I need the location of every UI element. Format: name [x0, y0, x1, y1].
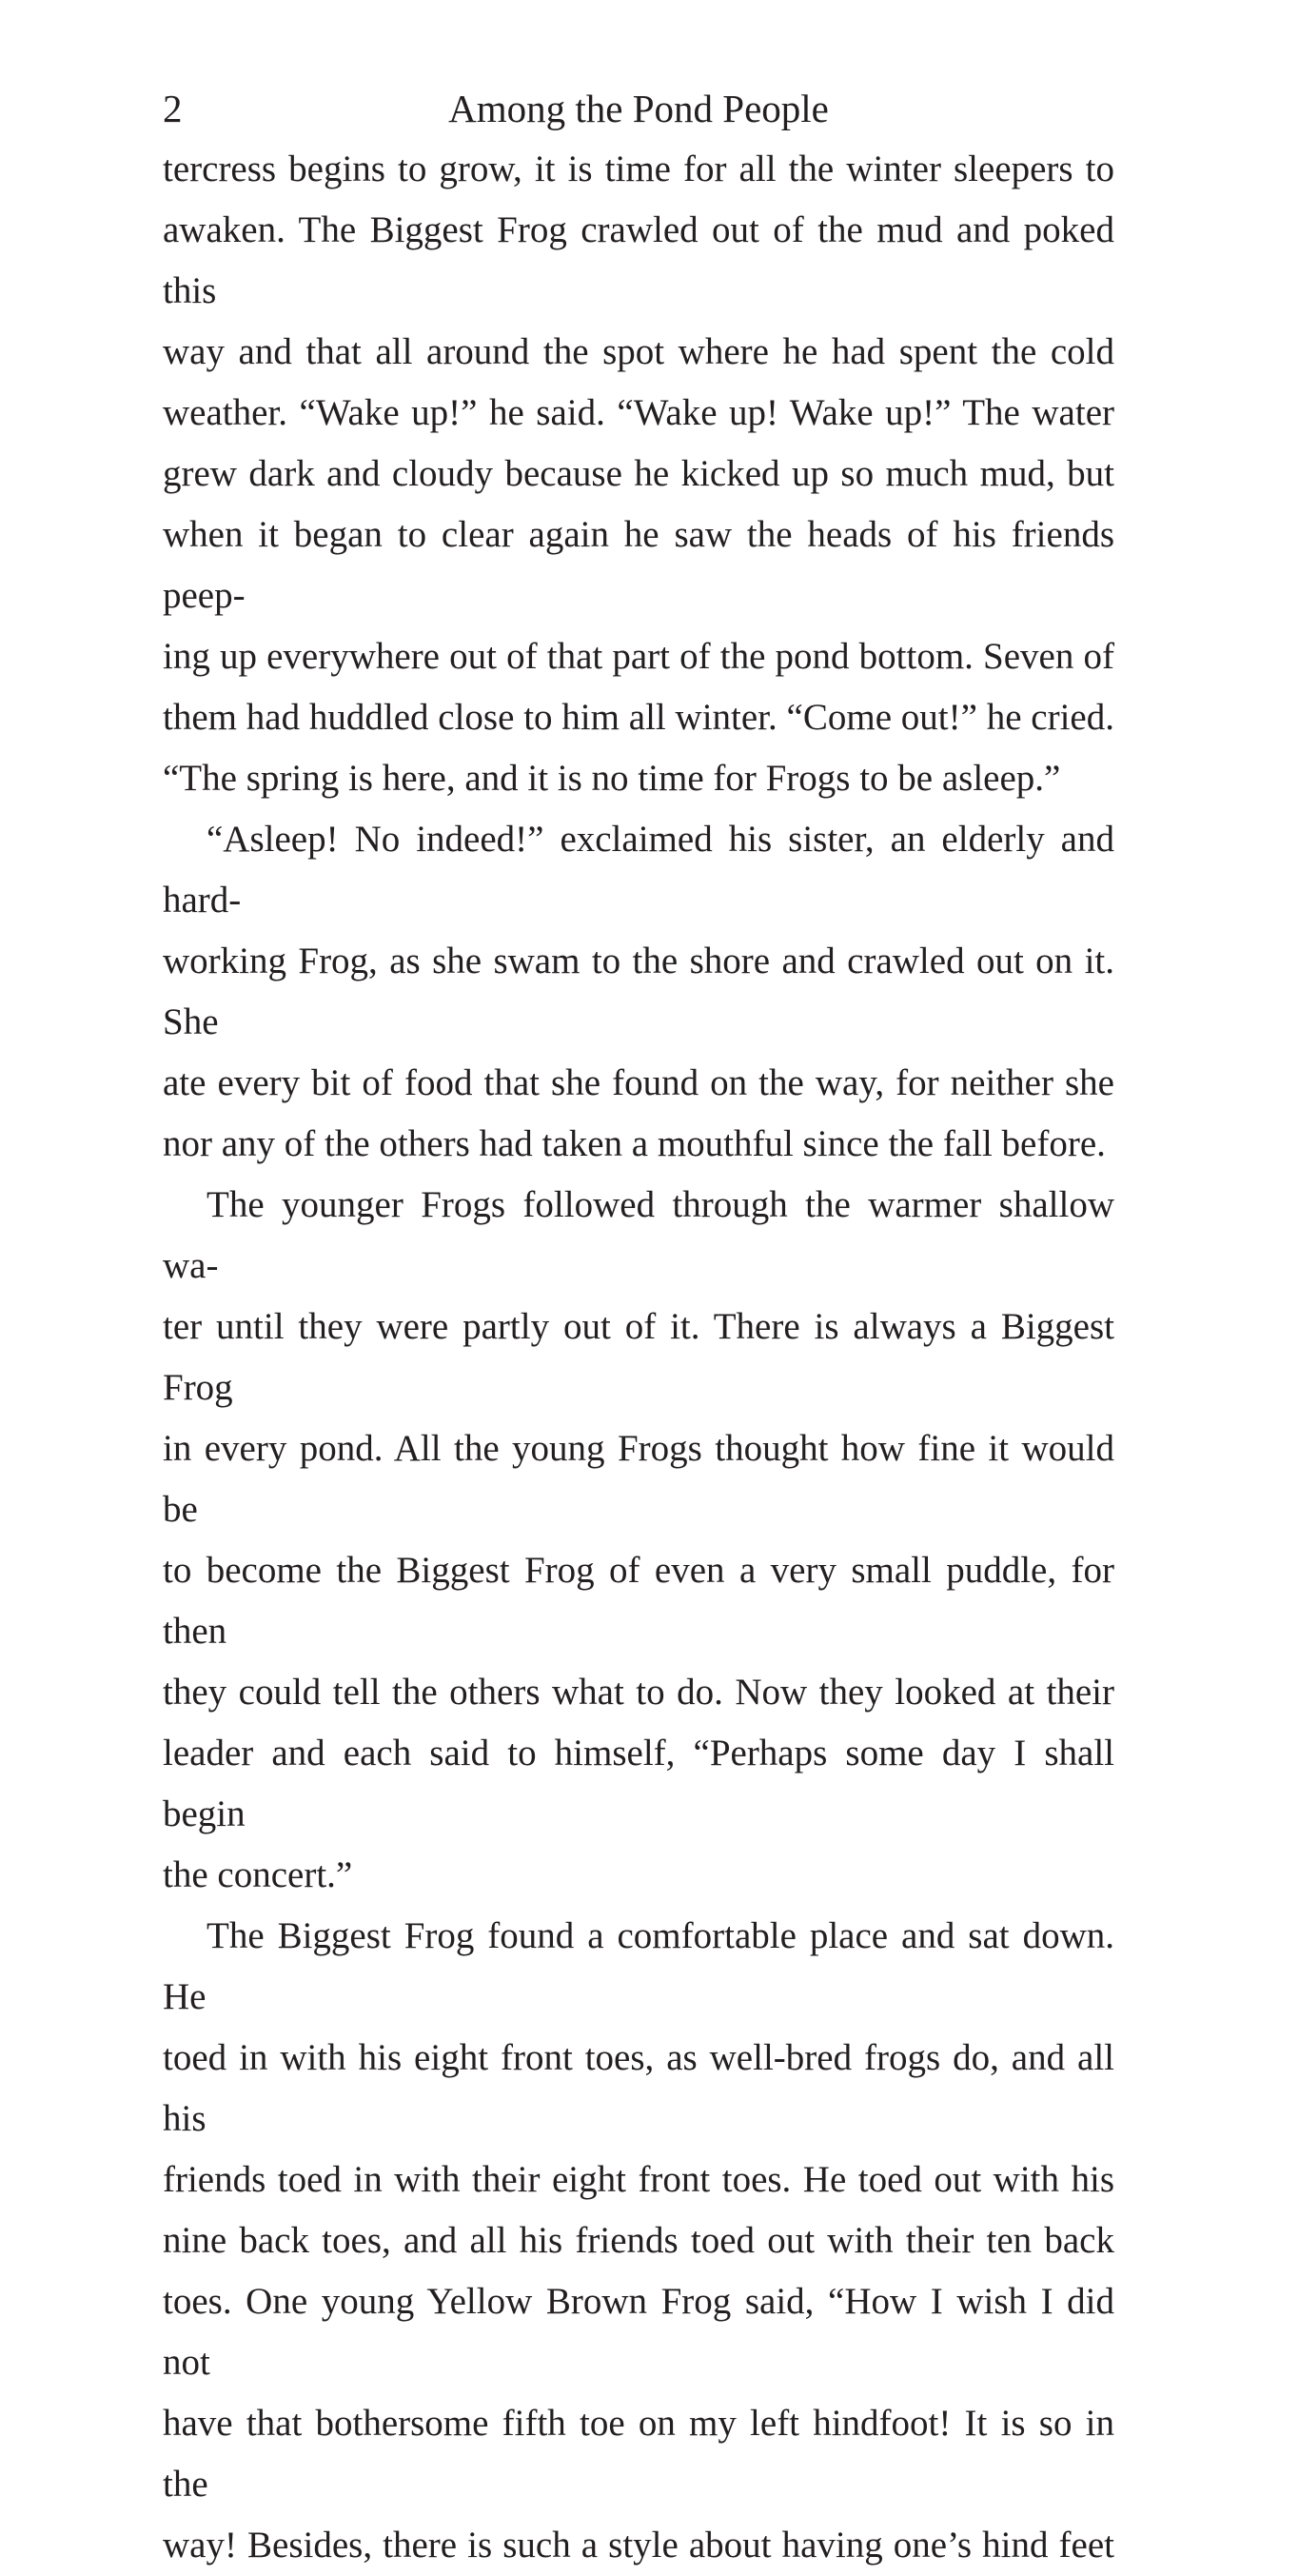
text-line: they could tell the others what to do. Now they looked at their: [163, 1672, 1114, 1713]
text-line: awaken. The Biggest Frog crawled out of the mud and poked this: [163, 209, 1114, 311]
text-line: ing up everywhere out of that part of the pond bottom. Seven of: [163, 636, 1114, 677]
text-line: way! Besides, there is such a style about having one’s hind feet: [163, 2525, 1114, 2566]
text-line: leader and each said to himself, “Perhaps some day I shall begin: [163, 1733, 1114, 1834]
text-line: “The spring is here, and it is no time for Frogs to be asleep.”: [163, 758, 1061, 799]
running-head: [163, 78, 1114, 139]
text-line: when it began to clear again he saw the heads of his friends peep-: [163, 514, 1114, 616]
text-line: the concert.”: [163, 1854, 353, 1895]
text-line: The younger Frogs followed through the warmer shallow wa-: [163, 1184, 1114, 1286]
text-line: ate every bit of food that she found on the way, for neither she: [163, 1062, 1114, 1103]
text-line: ter until they were partly out of it. There is always a Biggest Frog: [163, 1306, 1114, 1408]
text-line: nor any of the others had taken a mouthful since the fall before.: [163, 1123, 1106, 1164]
book-title: Among the Pond People: [448, 87, 829, 130]
text-line: toes. One young Yellow Brown Frog said, “How I wish I did not: [163, 2281, 1114, 2383]
text-line: have that bothersome fifth toe on my left hindfoot! It is so in the: [163, 2403, 1114, 2505]
text-line: nine back toes, and all his friends toed out with their ten back: [163, 2220, 1114, 2261]
text-line: way and that all around the spot where he had spent the cold: [163, 331, 1114, 372]
text-line: in every pond. All the young Frogs thought how fine it would be: [163, 1428, 1114, 1530]
text-line: grew dark and cloudy because he kicked up so much mud, but: [163, 453, 1114, 494]
text-line: working Frog, as she swam to the shore and crawled out on it. She: [163, 941, 1114, 1042]
text-line: “Asleep! No indeed!” exclaimed his sister, an elderly and hard-: [163, 819, 1114, 921]
text-line: them had huddled close to him all winter. “Come out!” he cried.: [163, 697, 1114, 738]
text-line: tercress begins to grow, it is time for all the winter sleepers to: [163, 149, 1114, 189]
text-line: friends toed in with their eight front toes. He toed out with his: [163, 2159, 1114, 2200]
page-number: 2: [163, 87, 183, 130]
text-line: The Biggest Frog found a comfortable place and sat down. He: [163, 1915, 1114, 2017]
book-page: [163, 78, 1114, 2576]
body-text: [163, 139, 1114, 2576]
text-line: weather. “Wake up!” he said. “Wake up! Wake up!” The water: [163, 392, 1114, 433]
text-line: to become the Biggest Frog of even a very small puddle, for then: [163, 1550, 1114, 1652]
text-line: toed in with his eight front toes, as well-bred frogs do, and all his: [163, 2037, 1114, 2139]
